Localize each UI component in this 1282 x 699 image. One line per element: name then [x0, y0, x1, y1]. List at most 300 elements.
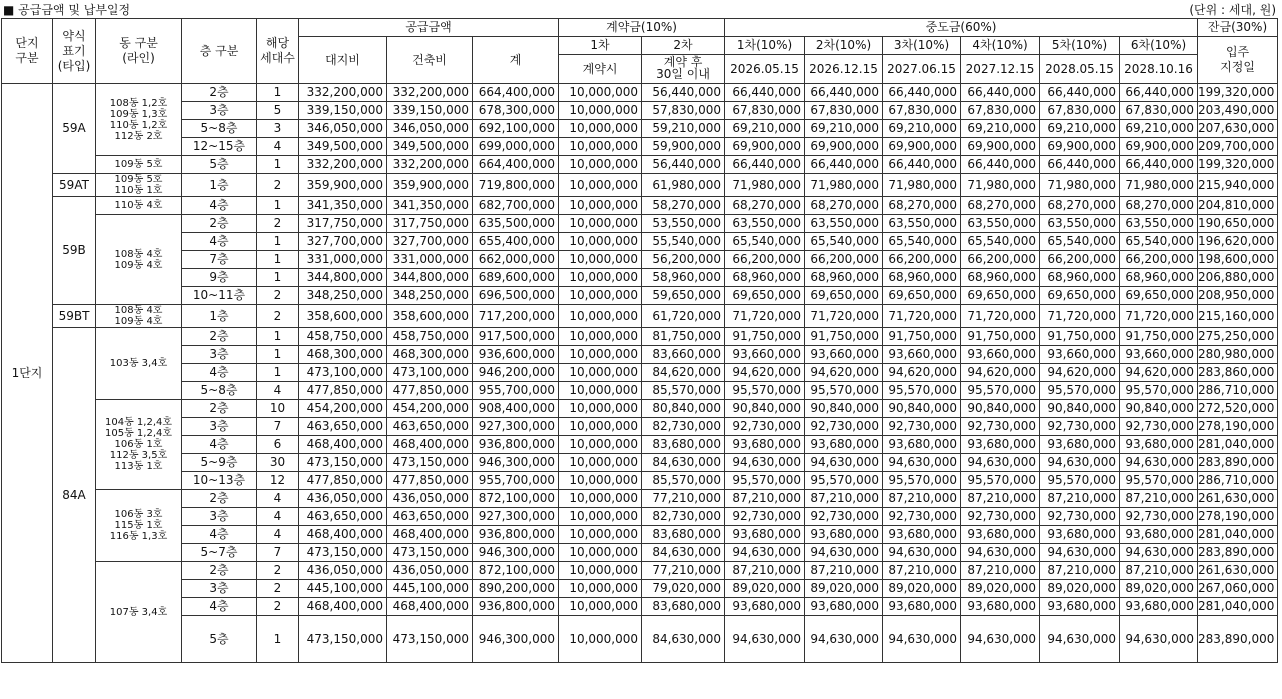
balance-cell: 283,890,000 — [1198, 454, 1278, 472]
balance-cell: 199,320,000 — [1198, 156, 1278, 174]
middle2-cell: 68,960,000 — [805, 269, 883, 287]
land-price-cell: 346,050,000 — [299, 120, 387, 138]
middle4-cell: 69,650,000 — [961, 287, 1040, 305]
total-price-cell: 927,300,000 — [473, 418, 559, 436]
middle2-cell: 90,840,000 — [805, 400, 883, 418]
balance-cell: 275,250,000 — [1198, 328, 1278, 346]
land-price-cell: 348,250,000 — [299, 287, 387, 305]
table-row — [2, 120, 1278, 138]
land-price-cell: 473,150,000 — [299, 544, 387, 562]
total-price-cell: 655,400,000 — [473, 233, 559, 251]
floor-cell: 2층 — [182, 400, 257, 418]
units-cell: 4 — [257, 526, 299, 544]
middle2-cell: 66,200,000 — [805, 251, 883, 269]
middle6-cell: 93,680,000 — [1120, 526, 1198, 544]
middle6-cell: 93,680,000 — [1120, 598, 1198, 616]
units-cell: 2 — [257, 174, 299, 197]
dong-cell: 109동 5호 110동 1호 — [96, 174, 182, 197]
type-cell: 59A — [53, 84, 96, 174]
table-row — [2, 580, 1278, 598]
middle5-cell: 87,210,000 — [1040, 562, 1120, 580]
land-price-cell: 327,700,000 — [299, 233, 387, 251]
balance-cell: 280,980,000 — [1198, 346, 1278, 364]
middle3-cell: 71,980,000 — [883, 174, 961, 197]
deposit1-cell: 10,000,000 — [559, 526, 642, 544]
total-price-cell: 955,700,000 — [473, 472, 559, 490]
dep2-header: 2차 — [642, 37, 725, 55]
middle4-cell: 92,730,000 — [961, 508, 1040, 526]
floor-cell: 3층 — [182, 346, 257, 364]
building-price-cell: 331,000,000 — [387, 251, 473, 269]
total-price-cell: 936,800,000 — [473, 526, 559, 544]
total-price-cell: 699,000,000 — [473, 138, 559, 156]
total-price-cell: 936,600,000 — [473, 346, 559, 364]
floor-cell: 10~13층 — [182, 472, 257, 490]
middle3-cell: 93,680,000 — [883, 526, 961, 544]
middle4-cell: 93,680,000 — [961, 526, 1040, 544]
table-row — [2, 215, 1278, 233]
building-price-cell: 445,100,000 — [387, 580, 473, 598]
deposit2-cell: 85,570,000 — [642, 382, 725, 400]
middle4-cell: 66,440,000 — [961, 84, 1040, 102]
mid1-header: 1차(10%) — [725, 37, 805, 55]
land-price-cell: 341,350,000 — [299, 197, 387, 215]
middle3-cell: 68,270,000 — [883, 197, 961, 215]
building-price-cell: 341,350,000 — [387, 197, 473, 215]
middle6-cell: 92,730,000 — [1120, 508, 1198, 526]
middle6-cell: 87,210,000 — [1120, 562, 1198, 580]
table-row — [2, 102, 1278, 120]
table-row — [2, 436, 1278, 454]
middle1-cell: 69,650,000 — [725, 287, 805, 305]
total-price-cell: 696,500,000 — [473, 287, 559, 305]
balance-cell: 261,630,000 — [1198, 490, 1278, 508]
middle5-cell: 69,210,000 — [1040, 120, 1120, 138]
middle4-cell: 71,720,000 — [961, 305, 1040, 328]
deposit1-cell: 10,000,000 — [559, 251, 642, 269]
type-header — [53, 19, 96, 84]
page-title: ■ 공급금액 및 납부일정 — [3, 3, 131, 17]
middle3-cell: 87,210,000 — [883, 562, 961, 580]
deposit2-cell: 84,620,000 — [642, 364, 725, 382]
units-cell: 7 — [257, 418, 299, 436]
balance-cell: 196,620,000 — [1198, 233, 1278, 251]
deposit2-cell: 84,630,000 — [642, 454, 725, 472]
floor-header: 층 구분 — [182, 19, 257, 84]
middle5-cell: 90,840,000 — [1040, 400, 1120, 418]
table-row — [2, 287, 1278, 305]
middle6-cell: 66,200,000 — [1120, 251, 1198, 269]
total-price-cell: 936,800,000 — [473, 436, 559, 454]
deposit2-cell: 85,570,000 — [642, 472, 725, 490]
middle5-cell: 87,210,000 — [1040, 490, 1120, 508]
units-cell: 2 — [257, 305, 299, 328]
middle3-cell: 92,730,000 — [883, 508, 961, 526]
units-cell: 4 — [257, 382, 299, 400]
floor-cell: 4층 — [182, 598, 257, 616]
middle3-cell: 95,570,000 — [883, 472, 961, 490]
middle1-cell: 91,750,000 — [725, 328, 805, 346]
middle5-cell: 95,570,000 — [1040, 382, 1120, 400]
middle5-cell: 92,730,000 — [1040, 508, 1120, 526]
table-row — [2, 251, 1278, 269]
middle2-cell: 91,750,000 — [805, 328, 883, 346]
middle3-cell: 93,680,000 — [883, 436, 961, 454]
middle5-cell: 94,630,000 — [1040, 616, 1120, 663]
total-price-cell: 664,400,000 — [473, 84, 559, 102]
balance-cell: 203,490,000 — [1198, 102, 1278, 120]
middle1-cell: 94,630,000 — [725, 616, 805, 663]
table-row — [2, 544, 1278, 562]
total-price-cell: 717,200,000 — [473, 305, 559, 328]
floor-cell: 3층 — [182, 508, 257, 526]
balance-cell: 198,600,000 — [1198, 251, 1278, 269]
middle2-cell: 69,650,000 — [805, 287, 883, 305]
middle5-cell: 63,550,000 — [1040, 215, 1120, 233]
deposit1-cell: 10,000,000 — [559, 436, 642, 454]
total-price-cell: 682,700,000 — [473, 197, 559, 215]
building-price-cell: 339,150,000 — [387, 102, 473, 120]
middle6-cell: 89,020,000 — [1120, 580, 1198, 598]
table-row — [2, 269, 1278, 287]
balance-cell: 281,040,000 — [1198, 526, 1278, 544]
middle3-cell: 66,200,000 — [883, 251, 961, 269]
floor-cell: 1층 — [182, 305, 257, 328]
middle6-cell: 91,750,000 — [1120, 328, 1198, 346]
middle1-cell: 68,270,000 — [725, 197, 805, 215]
middle2-cell: 63,550,000 — [805, 215, 883, 233]
balance-cell: 215,940,000 — [1198, 174, 1278, 197]
table-row — [2, 138, 1278, 156]
middle4-cell: 93,680,000 — [961, 436, 1040, 454]
table-row — [2, 382, 1278, 400]
middle4-cell: 94,630,000 — [961, 544, 1040, 562]
mid2-date: 2026.12.15 — [805, 55, 883, 84]
middle1-cell: 87,210,000 — [725, 490, 805, 508]
dong-cell: 103동 3,4호 — [96, 328, 182, 400]
total-price-cell: 689,600,000 — [473, 269, 559, 287]
middle4-cell: 68,270,000 — [961, 197, 1040, 215]
units-cell: 12 — [257, 472, 299, 490]
floor-cell: 4층 — [182, 364, 257, 382]
deposit1-cell: 10,000,000 — [559, 400, 642, 418]
middle1-cell: 66,200,000 — [725, 251, 805, 269]
balance-cell: 199,320,000 — [1198, 84, 1278, 102]
middle6-cell: 71,980,000 — [1120, 174, 1198, 197]
table-row — [2, 233, 1278, 251]
deposit1-cell: 10,000,000 — [559, 616, 642, 663]
table-header — [2, 19, 1278, 84]
mid6-header: 6차(10%) — [1120, 37, 1198, 55]
balance-cell: 267,060,000 — [1198, 580, 1278, 598]
table-row — [2, 526, 1278, 544]
total-price-cell: 678,300,000 — [473, 102, 559, 120]
units-cell: 4 — [257, 138, 299, 156]
middle4-cell: 95,570,000 — [961, 472, 1040, 490]
middle6-cell: 92,730,000 — [1120, 418, 1198, 436]
units-cell: 4 — [257, 490, 299, 508]
middle2-cell: 71,720,000 — [805, 305, 883, 328]
middle3-cell: 69,210,000 — [883, 120, 961, 138]
middle6-cell: 94,630,000 — [1120, 544, 1198, 562]
middle3-cell: 94,630,000 — [883, 454, 961, 472]
middle6-cell: 68,960,000 — [1120, 269, 1198, 287]
land-price-cell: 332,200,000 — [299, 84, 387, 102]
dong-cell: 104동 1,2,4호 105동 1,2,4호 106동 1호 112동 3,5호 113동 1호 — [96, 400, 182, 490]
total-header: 계 — [473, 37, 559, 84]
dong-cell: 108동 4호 109동 4호 — [96, 305, 182, 328]
complex-header-label: 단지 구분 — [15, 36, 39, 65]
units-header — [257, 19, 299, 84]
units-cell: 1 — [257, 616, 299, 663]
balance-when-label: 입주 지정일 — [1220, 45, 1255, 74]
balance-cell: 278,190,000 — [1198, 508, 1278, 526]
middle6-cell: 65,540,000 — [1120, 233, 1198, 251]
middle6-cell: 94,630,000 — [1120, 616, 1198, 663]
land-price-cell: 317,750,000 — [299, 215, 387, 233]
middle6-cell: 66,440,000 — [1120, 156, 1198, 174]
units-cell: 5 — [257, 102, 299, 120]
total-price-cell: 890,200,000 — [473, 580, 559, 598]
middle5-cell: 69,900,000 — [1040, 138, 1120, 156]
middle2-cell: 66,440,000 — [805, 84, 883, 102]
floor-cell: 2층 — [182, 562, 257, 580]
deposit2-cell: 56,440,000 — [642, 84, 725, 102]
table-row — [2, 454, 1278, 472]
deposit1-cell: 10,000,000 — [559, 138, 642, 156]
deposit1-cell: 10,000,000 — [559, 382, 642, 400]
units-cell: 1 — [257, 156, 299, 174]
building-price-cell: 346,050,000 — [387, 120, 473, 138]
floor-cell: 2층 — [182, 84, 257, 102]
land-price-cell: 468,300,000 — [299, 346, 387, 364]
deposit1-cell: 10,000,000 — [559, 328, 642, 346]
middle2-cell: 69,900,000 — [805, 138, 883, 156]
middle6-cell: 90,840,000 — [1120, 400, 1198, 418]
floor-cell: 4층 — [182, 436, 257, 454]
middle1-cell: 93,680,000 — [725, 526, 805, 544]
units-cell: 2 — [257, 287, 299, 305]
deposit1-cell: 10,000,000 — [559, 598, 642, 616]
middle4-cell: 91,750,000 — [961, 328, 1040, 346]
middle2-cell: 68,270,000 — [805, 197, 883, 215]
middle2-cell: 94,630,000 — [805, 544, 883, 562]
land-price-cell: 463,650,000 — [299, 508, 387, 526]
table-row — [2, 346, 1278, 364]
dong-header-label: 동 구분 (라인) — [119, 36, 158, 65]
land-price-cell: 349,500,000 — [299, 138, 387, 156]
total-price-cell: 927,300,000 — [473, 508, 559, 526]
middle2-cell: 67,830,000 — [805, 102, 883, 120]
dong-header — [96, 19, 182, 84]
mid5-date: 2028.05.15 — [1040, 55, 1120, 84]
deposit1-cell: 10,000,000 — [559, 544, 642, 562]
balance-cell: 206,880,000 — [1198, 269, 1278, 287]
units-header-label: 해당 세대수 — [260, 36, 295, 65]
middle3-cell: 89,020,000 — [883, 580, 961, 598]
complex-header — [2, 19, 53, 84]
floor-cell: 5층 — [182, 616, 257, 663]
floor-cell: 9층 — [182, 269, 257, 287]
deposit1-cell: 10,000,000 — [559, 156, 642, 174]
table-row — [2, 598, 1278, 616]
middle3-cell: 68,960,000 — [883, 269, 961, 287]
unit-note: (단위 : 세대, 원) — [1189, 3, 1276, 17]
mid1-date: 2026.05.15 — [725, 55, 805, 84]
middle1-cell: 93,660,000 — [725, 346, 805, 364]
type-header-label: 약식 표기 (타입) — [57, 28, 91, 73]
deposit2-cell: 84,630,000 — [642, 544, 725, 562]
table-row — [2, 328, 1278, 346]
middle3-cell: 63,550,000 — [883, 215, 961, 233]
middle1-cell: 66,440,000 — [725, 84, 805, 102]
middle3-cell: 66,440,000 — [883, 156, 961, 174]
middle1-cell: 95,570,000 — [725, 472, 805, 490]
units-cell: 4 — [257, 508, 299, 526]
building-price-cell: 359,900,000 — [387, 174, 473, 197]
middle4-cell: 95,570,000 — [961, 382, 1040, 400]
land-price-cell: 436,050,000 — [299, 490, 387, 508]
deposit1-cell: 10,000,000 — [559, 454, 642, 472]
middle6-cell: 95,570,000 — [1120, 382, 1198, 400]
units-cell: 1 — [257, 346, 299, 364]
land-header: 대지비 — [299, 37, 387, 84]
floor-cell: 2층 — [182, 328, 257, 346]
deposit2-cell: 55,540,000 — [642, 233, 725, 251]
middle2-cell: 94,630,000 — [805, 454, 883, 472]
dong-cell: 106동 3호 115동 1호 116동 1,3호 — [96, 490, 182, 562]
units-cell: 1 — [257, 233, 299, 251]
deposit2-cell: 53,550,000 — [642, 215, 725, 233]
deposit1-cell: 10,000,000 — [559, 346, 642, 364]
middle3-cell: 91,750,000 — [883, 328, 961, 346]
middle2-cell: 94,630,000 — [805, 616, 883, 663]
floor-cell: 5~8층 — [182, 120, 257, 138]
middle3-cell: 69,900,000 — [883, 138, 961, 156]
deposit1-cell: 10,000,000 — [559, 197, 642, 215]
deposit1-cell: 10,000,000 — [559, 84, 642, 102]
middle4-cell: 94,630,000 — [961, 454, 1040, 472]
deposit1-cell: 10,000,000 — [559, 508, 642, 526]
middle2-cell: 69,210,000 — [805, 120, 883, 138]
middle4-cell: 87,210,000 — [961, 562, 1040, 580]
building-price-cell: 348,250,000 — [387, 287, 473, 305]
middle1-cell: 69,210,000 — [725, 120, 805, 138]
deposit1-cell: 10,000,000 — [559, 233, 642, 251]
deposit2-cell: 58,960,000 — [642, 269, 725, 287]
units-cell: 1 — [257, 197, 299, 215]
deposit1-cell: 10,000,000 — [559, 174, 642, 197]
total-price-cell: 719,800,000 — [473, 174, 559, 197]
middle6-cell: 94,620,000 — [1120, 364, 1198, 382]
dep2-when-label: 계약 후 30일 이내 — [656, 55, 710, 81]
middle5-cell: 92,730,000 — [1040, 418, 1120, 436]
units-cell: 2 — [257, 580, 299, 598]
total-price-cell: 908,400,000 — [473, 400, 559, 418]
floor-cell: 3층 — [182, 418, 257, 436]
deposit1-cell: 10,000,000 — [559, 562, 642, 580]
middle1-cell: 65,540,000 — [725, 233, 805, 251]
deposit2-cell: 83,660,000 — [642, 346, 725, 364]
middle5-cell: 93,680,000 — [1040, 436, 1120, 454]
deposit2-cell: 83,680,000 — [642, 526, 725, 544]
table-row — [2, 418, 1278, 436]
middle6-cell: 93,680,000 — [1120, 436, 1198, 454]
balance-cell: 190,650,000 — [1198, 215, 1278, 233]
middle5-cell: 67,830,000 — [1040, 102, 1120, 120]
middle3-cell: 94,630,000 — [883, 616, 961, 663]
middle3-cell: 66,440,000 — [883, 84, 961, 102]
middle1-cell: 87,210,000 — [725, 562, 805, 580]
middle5-cell: 65,540,000 — [1040, 233, 1120, 251]
building-price-cell: 468,400,000 — [387, 436, 473, 454]
middle1-cell: 92,730,000 — [725, 418, 805, 436]
land-price-cell: 358,600,000 — [299, 305, 387, 328]
deposit2-cell: 57,830,000 — [642, 102, 725, 120]
middle4-cell: 87,210,000 — [961, 490, 1040, 508]
building-price-cell: 468,300,000 — [387, 346, 473, 364]
middle3-cell: 92,730,000 — [883, 418, 961, 436]
middle4-cell: 93,660,000 — [961, 346, 1040, 364]
middle3-cell: 69,650,000 — [883, 287, 961, 305]
floor-cell: 2층 — [182, 215, 257, 233]
supply-header: 공급금액 — [299, 19, 559, 37]
units-cell: 1 — [257, 364, 299, 382]
table-row — [2, 84, 1278, 102]
balance-cell: 286,710,000 — [1198, 382, 1278, 400]
balance-cell: 272,520,000 — [1198, 400, 1278, 418]
deposit2-cell: 59,650,000 — [642, 287, 725, 305]
land-price-cell: 344,800,000 — [299, 269, 387, 287]
building-price-cell: 344,800,000 — [387, 269, 473, 287]
land-price-cell: 454,200,000 — [299, 400, 387, 418]
building-price-cell: 473,150,000 — [387, 454, 473, 472]
middle5-cell: 66,200,000 — [1040, 251, 1120, 269]
middle4-cell: 68,960,000 — [961, 269, 1040, 287]
land-price-cell: 468,400,000 — [299, 598, 387, 616]
balance-cell: 278,190,000 — [1198, 418, 1278, 436]
units-cell: 7 — [257, 544, 299, 562]
deposit2-cell: 77,210,000 — [642, 490, 725, 508]
middle4-cell: 93,680,000 — [961, 598, 1040, 616]
floor-cell: 5층 — [182, 156, 257, 174]
type-cell: 59B — [53, 197, 96, 305]
total-price-cell: 946,300,000 — [473, 454, 559, 472]
table-row — [2, 174, 1278, 197]
middle1-cell: 71,980,000 — [725, 174, 805, 197]
complex-cell: 1단지 — [2, 84, 53, 663]
building-price-cell: 473,100,000 — [387, 364, 473, 382]
table-body — [2, 84, 1278, 663]
middle2-cell: 93,680,000 — [805, 436, 883, 454]
land-price-cell: 473,150,000 — [299, 454, 387, 472]
units-cell: 2 — [257, 562, 299, 580]
floor-cell: 4층 — [182, 526, 257, 544]
building-header: 건축비 — [387, 37, 473, 84]
middle2-cell: 71,980,000 — [805, 174, 883, 197]
table-row — [2, 562, 1278, 580]
middle4-cell: 63,550,000 — [961, 215, 1040, 233]
dong-cell: 108동 1,2호 109동 1,3호 110동 1,2호 112동 2호 — [96, 84, 182, 156]
units-cell: 1 — [257, 251, 299, 269]
middle1-cell: 94,620,000 — [725, 364, 805, 382]
land-price-cell: 477,850,000 — [299, 472, 387, 490]
table-row — [2, 197, 1278, 215]
middle6-cell: 71,720,000 — [1120, 305, 1198, 328]
middle5-cell: 68,270,000 — [1040, 197, 1120, 215]
units-cell: 6 — [257, 436, 299, 454]
deposit2-cell: 82,730,000 — [642, 418, 725, 436]
